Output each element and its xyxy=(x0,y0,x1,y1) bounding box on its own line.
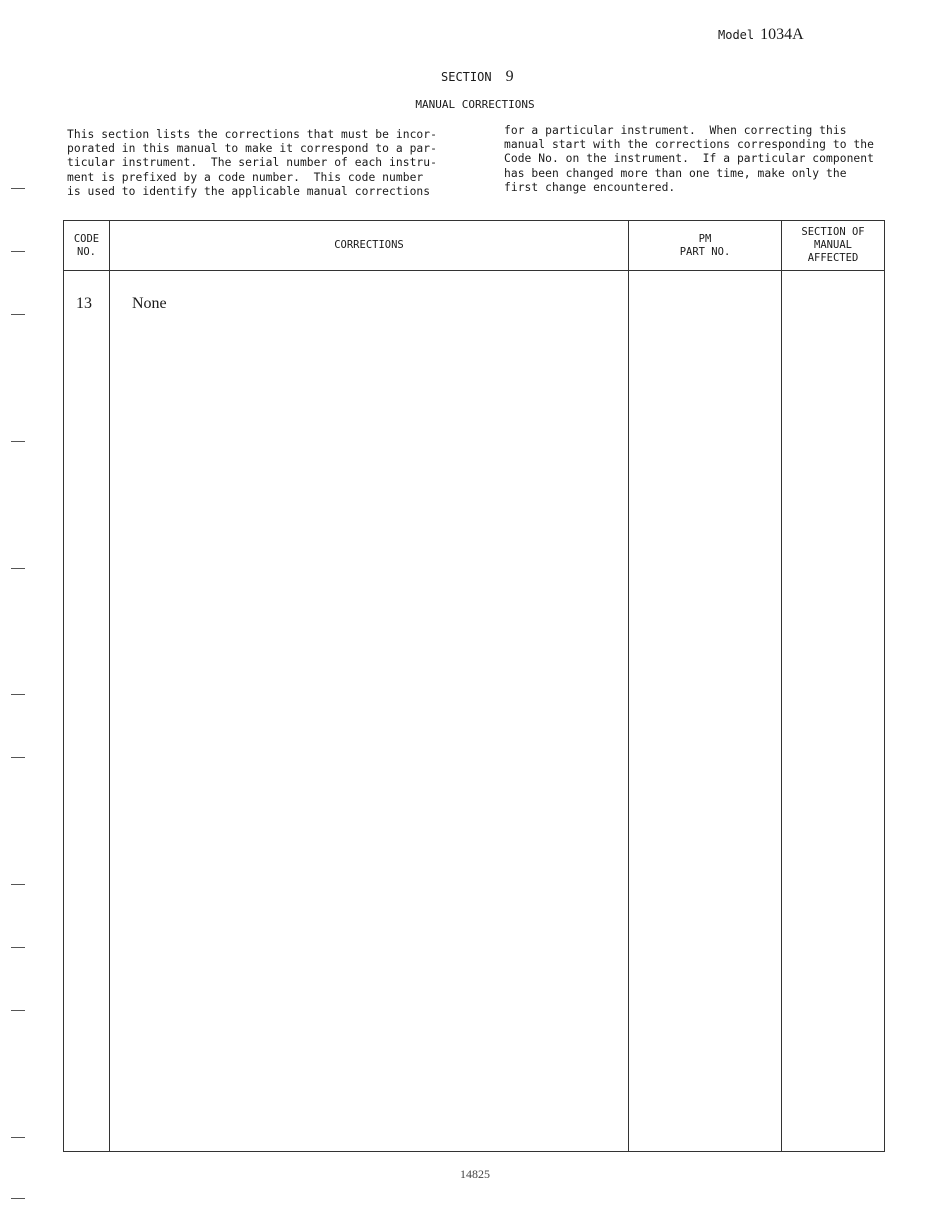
column-divider xyxy=(781,221,782,1151)
margin-tick xyxy=(11,568,25,569)
margin-tick xyxy=(11,884,25,885)
model-label xyxy=(718,26,804,44)
margin-tick xyxy=(11,757,25,758)
margin-tick xyxy=(11,251,25,252)
model-number: 1034A xyxy=(760,26,804,43)
corrections-table xyxy=(63,220,885,1152)
section-number: 9 xyxy=(505,68,514,85)
margin-tick xyxy=(11,947,25,948)
header-corrections: CORRECTIONS xyxy=(334,239,404,251)
header-divider xyxy=(64,270,884,271)
column-divider xyxy=(628,221,629,1151)
margin-tick xyxy=(11,188,25,189)
model-label-text: Model xyxy=(718,28,755,42)
intro-paragraph-right: for a particular instrument. When correcting this manual start with the corrections corresponding to the Code No. on the instrument. If a particular component has been changed more than one time, make only the first change encountered. xyxy=(504,124,874,194)
row-code-no: 13 xyxy=(76,295,92,312)
margin-tick xyxy=(11,314,25,315)
intro-paragraph-left: This section lists the corrections that must be incor- porated in this manual to make it correspond to a par- ticular instrument. The serial number of each instru- ment is prefixed by a code number. This code number is used to identify the applicable manual corrections xyxy=(67,128,437,198)
margin-tick xyxy=(11,694,25,695)
header-section-affected: SECTION OF MANUAL AFFECTED xyxy=(801,226,865,264)
section-heading xyxy=(441,68,514,86)
margin-tick xyxy=(11,1137,25,1138)
header-pm-part-no: PM PART NO. xyxy=(679,232,731,258)
header-code-no: CODE NO. xyxy=(73,232,100,258)
margin-tick xyxy=(11,1010,25,1011)
margin-tick xyxy=(11,441,25,442)
row-correction: None xyxy=(132,295,167,312)
page-code: 14825 xyxy=(460,1167,490,1181)
margin-tick xyxy=(11,1198,25,1199)
section-label: SECTION xyxy=(441,70,492,84)
page-title: MANUAL CORRECTIONS xyxy=(415,98,535,111)
column-divider xyxy=(109,221,110,1151)
